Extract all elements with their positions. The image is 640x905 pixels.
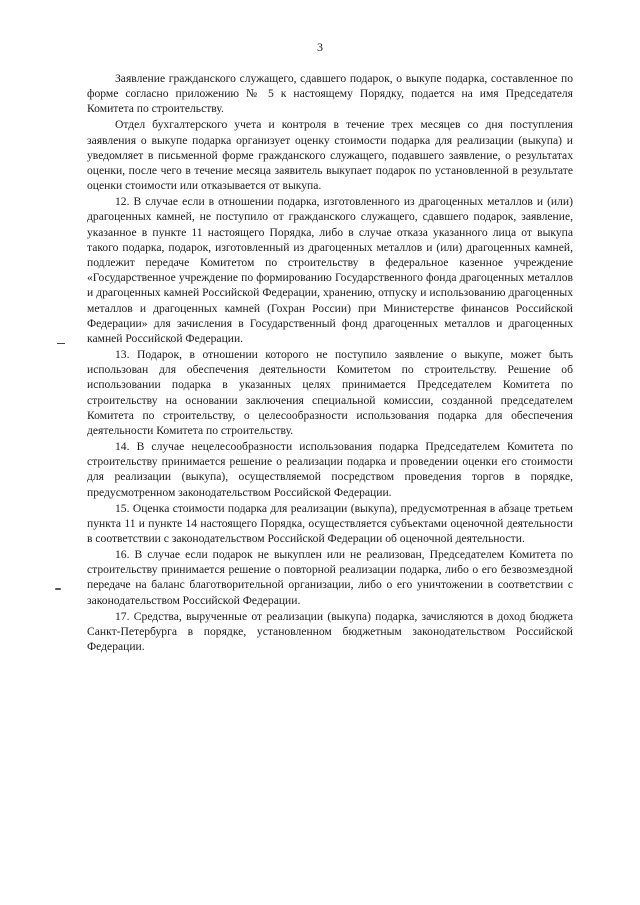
margin-mark [55, 588, 61, 590]
paragraph-application-note: Заявление гражданского служащего, сдавшего подарок, о выкупе подарка, составленное по форме согласно приложению № 5 к настоящему Порядку, подается на имя Председателя Комитета по строительству. [87, 72, 573, 116]
paragraph-17: 17. Средства, вырученные от реализации (выкупа) подарка, зачисляются в доход бюджета Санкт-Петербурга в порядке, установленном бюджетным законодательством Российской Федерации. [87, 609, 573, 654]
paragraph-accounting-evaluation: Отдел бухгалтерского учета и контроля в течение трех месяцев со дня поступления заявления о выкупе подарка организует оценку стоимости подарка для реализации (выкупа) и уведомляет в письменной форме гражданского служащего, подавшего заявление, о результатах оценки, после чего в течение месяца заявитель выкупает подарок по установленной в результате оценки стоимости или отказывается от выкупа. [87, 118, 573, 193]
paragraph-16: 16. В случае если подарок не выкуплен или не реализован, Председателем Комитета по строительству принимается решение о повторной реализации подарка, либо о его безвозмездной передаче на баланс благотворительной организации, либо о его уничтожении в соответствии с законодательством Российской Федерации. [87, 548, 573, 607]
margin-mark [57, 343, 65, 344]
paragraph-14: 14. В случае нецелесообразности использования подарка Председателем Комитета по строительству принимается решение о реализации подарка и проведении оценки его стоимости для реализации (выкупа), осуществляемой посредством проведения торгов в порядке, предусмотренном законодательством Российской Федерации. [87, 440, 573, 499]
document-body [87, 71, 573, 654]
paragraph-13: 13. Подарок, в отношении которого не поступило заявление о выкупе, может быть использован для обеспечения деятельности Комитетом по строительству. Решение об использовании подарка в указанных целях принимается Председателем Комитета по строительству на основании заключения специальной комиссии, созданной председателем Комитета по строительству, о целесообразности использования подарка для обеспечения деятельности Комитета по строительству. [87, 348, 573, 438]
paragraph-15: 15. Оценка стоимости подарка для реализации (выкупа), предусмотренная в абзаце третьем пункта 11 и пункте 14 настоящего Порядка, осуществляется субъектами оценочной деятельности в соответствии с законодательством Российской Федерации об оценочной деятельности. [87, 501, 573, 546]
page-number: 3 [317, 40, 323, 54]
paragraph-12: 12. В случае если в отношении подарка, изготовленного из драгоценных металлов и (или) драгоценных камней, не поступило от гражданского служащего, сдавшего подарок, заявление, указанное в пункте 11 настоящего Порядка, либо в случае отказа указанного лица от выкупа такого подарка, подарок, изготовленный из драгоценных металлов и (или) драгоценных камней, подлежит передаче Комитетом по строительству в федеральное казенное учреждение «Государственное учреждение по формированию Государственного фонда драгоценных металлов и драгоценных камней Российской Федерации, хранению, отпуску и использованию драгоценных металлов и драгоценных камней (Гохран России) при Министерстве финансов Российской Федерации» для зачисления в Государственный фонд драгоценных металлов и драгоценных камней Российской Федерации. [87, 195, 573, 346]
